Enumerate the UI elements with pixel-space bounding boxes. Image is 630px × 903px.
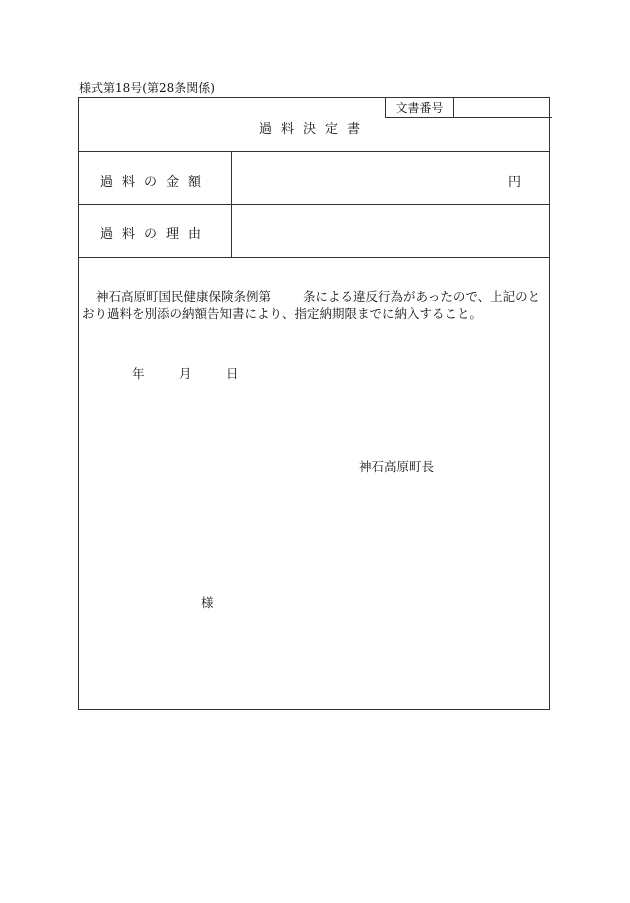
document-title: 過料決定書 [258, 122, 369, 137]
issuer-name: 神石高原町長 [359, 459, 435, 474]
body-text-part1: 神石高原町国民健康保険条例第 [96, 289, 272, 304]
date-month: 月 [179, 366, 192, 381]
body-text-part2: 条による違反行為があったので、上記のとおり過料を別添の納額告知書により、指定納期限までに納入すること。 [82, 289, 541, 321]
document-number-field[interactable] [454, 97, 552, 117]
body-text [82, 288, 543, 322]
decision-form [78, 97, 550, 710]
date-day: 日 [226, 366, 239, 381]
form-number-label: 様式第18号(第28条関係) [79, 81, 215, 95]
reason-label: 過料の理由 [99, 227, 210, 242]
amount-label: 過料の金額 [99, 175, 210, 190]
recipient-honorific: 様 [201, 595, 214, 610]
divider [79, 257, 549, 258]
yen-unit: 円 [507, 175, 521, 190]
document-number-box [385, 97, 552, 118]
divider [79, 204, 549, 205]
document-number-label: 文書番号 [386, 97, 454, 117]
divider [79, 151, 549, 152]
date-year: 年 [132, 366, 145, 381]
column-divider [231, 151, 232, 257]
